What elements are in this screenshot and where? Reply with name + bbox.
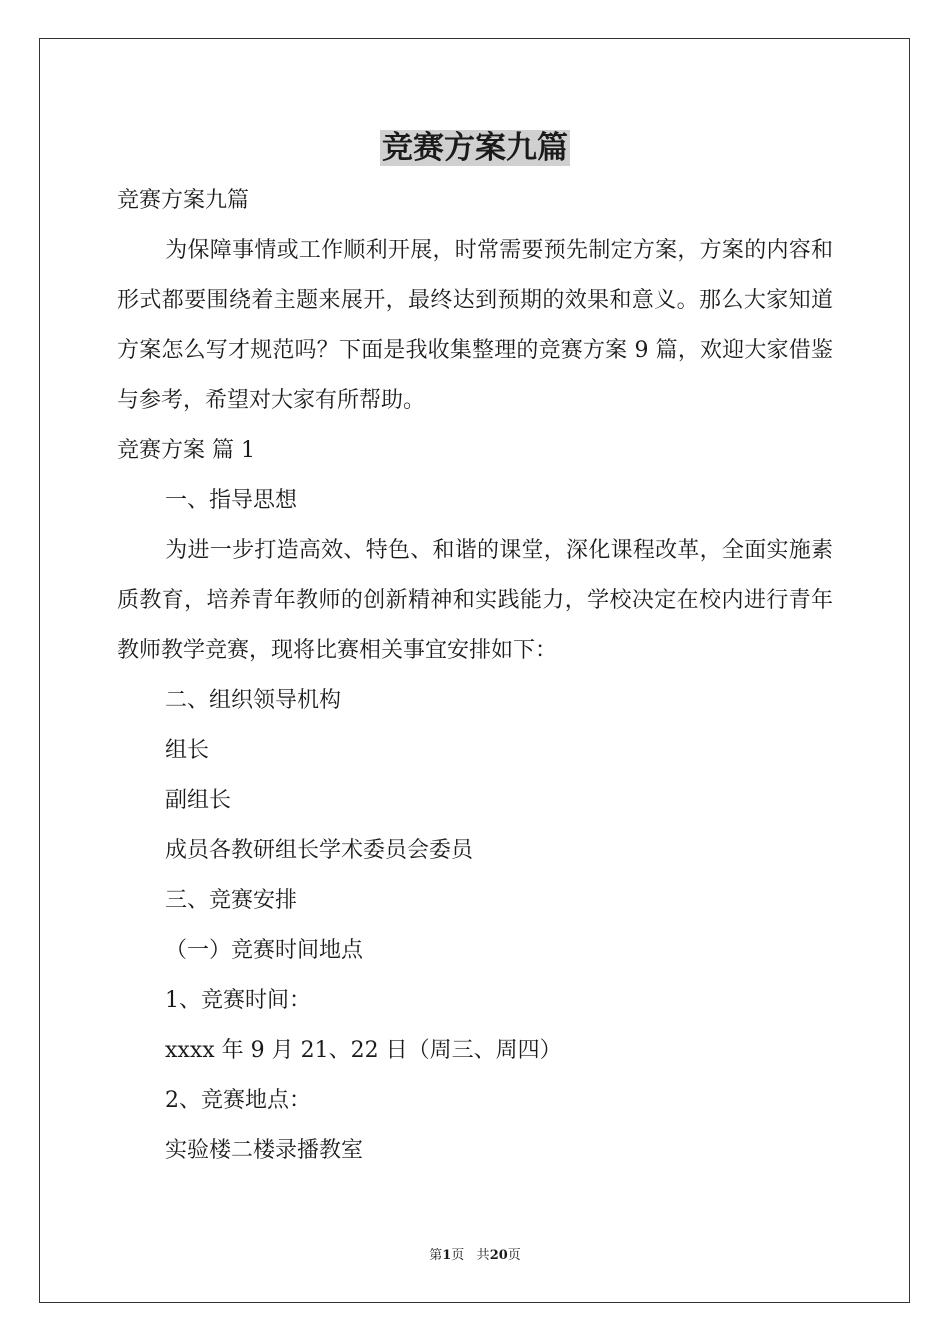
body-line: 竞赛方案 篇 1 [117,438,255,463]
body-paragraph [117,226,833,426]
document-title-text: 竞赛方案九篇 [382,130,568,166]
page-footer [0,1247,950,1265]
body-paragraph [117,526,833,676]
footer-total-pages: 20 [489,1248,508,1263]
body-line: xxxx 年 9 月 21、22 日（周三、周四） [165,1038,562,1063]
body-line: 三、竞赛安排 [165,888,298,913]
body-line: 竞赛方案九篇 [117,188,250,213]
body-line: 副组长 [165,788,232,813]
document-body [117,176,833,1176]
footer-page-number: 1 [442,1248,452,1263]
footer-page-suffix: 页 [451,1248,465,1263]
body-line: 一、指导思想 [165,488,298,513]
body-line: 成员各教研组长学术委员会委员 [165,838,474,863]
body-line: 实验楼二楼录播教室 [165,1138,364,1163]
body-line: 2、竞赛地点： [165,1088,311,1113]
footer-total-prefix: 共 [476,1248,490,1263]
body-line: 1、竞赛时间： [165,988,311,1013]
document-title [0,128,950,168]
footer-page-prefix: 第 [429,1248,443,1263]
footer-total-suffix: 页 [507,1248,521,1263]
body-line: 组长 [165,738,210,763]
body-line: （一）竞赛时间地点 [165,938,364,963]
paragraph-text: 为进一步打造高效、特色、和谐的课堂，深化课程改革，全面实施素质教育，培养青年教师的创新精神和实践能力，学校决定在校内进行青年教师教学竞赛，现将比赛相关事宜安排如下： [117,538,833,663]
body-line: 二、组织领导机构 [165,688,342,713]
paragraph-text: 为保障事情或工作顺利开展，时常需要预先制定方案，方案的内容和形式都要围绕着主题来展开，最终达到预期的效果和意义。那么大家知道方案怎么写才规范吗？下面是我收集整理的竞赛方案 9 篇，欢迎大家借鉴与参考，希望对大家有所帮助。 [117,238,833,413]
